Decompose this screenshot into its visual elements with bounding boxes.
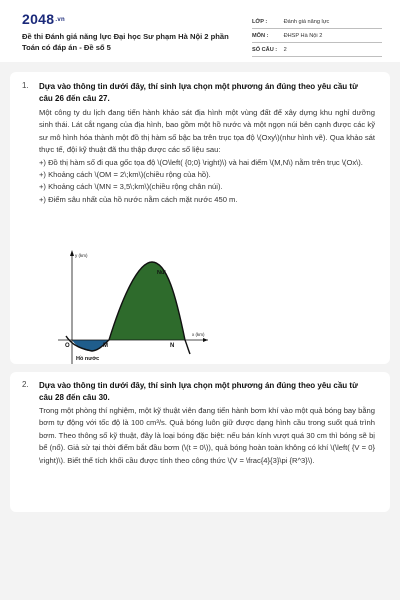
meta-divider — [252, 28, 382, 29]
point-n-label: N — [170, 343, 175, 349]
question-paragraph: +) Điểm sâu nhất của hồ nước nằm cách mặt nước 450 m. — [39, 194, 238, 204]
question-number: 2. — [22, 380, 29, 389]
lake-label: Hồ nước — [76, 356, 100, 362]
question-paragraph: Trong một phòng thí nghiệm, một kỹ thuật viên đang tiến hành bơm khí vào một quả bóng bay bằng bơm tự động với tốc độ là 100 cm³/s. Quả bóng luôn giữ được dạng hình cầu trong suốt quá trình bơm. Theo thông số kỹ thuật, đây là loại bóng đặc biệt: nếu bán kính vượt quá 30 cm thì bóng sẽ bị bể (nổ). Giả sử tại thời điểm bắt đầu bơm (\(t = 0\)), quả bóng hoàn toàn không có khí \(\left( {V = 0} \right)\). Biết thể tích khối cầu được tính theo công thức \(V = \frac{4}{3}\pi {R^3}\). — [39, 406, 375, 465]
y-axis-label: y (km) — [75, 253, 88, 258]
meta-count-value: 2 — [283, 47, 287, 53]
question-heading: Dựa vào thông tin dưới đây, thí sinh lựa chọn một phương án đúng theo yêu cầu từ câu 26 đến câu 27. — [39, 82, 358, 103]
point-m-label: M — [103, 343, 108, 349]
question-number: 1. — [22, 81, 29, 90]
question-paragraph: Một công ty du lịch đang tiến hành khảo sát địa hình một vùng đất để xây dựng khu nghỉ dưỡng sinh thái. Lát cắt ngang của địa hình, bao gồm một hồ nước và một ngọn núi bên cạnh được các kỹ sư mô hình hóa thành một đồ thị hàm số bậc ba trên trục tọa độ \(Oxy\)(như hình vẽ). Qua khảo sát thực tế, đội kỹ thuật đã thu thập được các số liệu sau: — [39, 108, 375, 155]
question-body — [39, 107, 375, 206]
meta-count — [252, 47, 382, 53]
meta-subject — [252, 33, 382, 39]
document-title: Đề thi Đánh giá năng lực Đại học Sư phạm Hà Nội 2 phần Toán có đáp án - Đề số 5 — [22, 32, 229, 52]
question-paragraph: +) Đồ thị hàm số đi qua gốc tọa độ \(O\left( {0;0} \right)\) và hai điểm \(M,N\) nằm trên trục \(Ox\). — [39, 157, 363, 167]
question-heading: Dựa vào thông tin dưới đây, thí sinh lựa chọn một phương án đúng theo yêu cầu từ câu 28 đến câu 30. — [39, 381, 358, 402]
document-header — [0, 0, 400, 62]
meta-divider — [252, 56, 382, 57]
logo-suffix: .vn — [55, 17, 65, 23]
meta-class — [252, 19, 382, 25]
x-axis-arrow-icon — [203, 338, 208, 342]
y-axis-arrow-icon — [70, 250, 74, 256]
site-logo[interactable] — [22, 11, 65, 27]
meta-subject-value: ĐHSP Hà Nội 2 — [283, 33, 323, 39]
question-body — [39, 405, 375, 467]
peak-label: Núi — [157, 270, 166, 276]
origin-label: O — [65, 343, 70, 349]
question-paragraph: +) Khoảng cách \(MN = 3,5\;km\)(chiều rộng chân núi). — [39, 182, 223, 192]
question-card-1 — [10, 72, 390, 364]
mountain-region — [109, 262, 185, 340]
meta-subject-key: MÔN : — [252, 33, 269, 39]
meta-class-value: Đánh giá năng lực — [283, 19, 330, 25]
meta-count-key: SỐ CÂU : — [252, 47, 278, 53]
meta-divider — [252, 42, 382, 43]
meta-class-key: LỚP : — [252, 19, 268, 25]
x-axis-label: x (km) — [192, 332, 205, 337]
question-card-2 — [10, 372, 390, 512]
logo-text: 2048 — [22, 11, 55, 27]
terrain-graph — [52, 248, 212, 366]
question-paragraph: +) Khoảng cách \(OM = 2\;km\)(chiều rộng của hồ). — [39, 170, 211, 180]
